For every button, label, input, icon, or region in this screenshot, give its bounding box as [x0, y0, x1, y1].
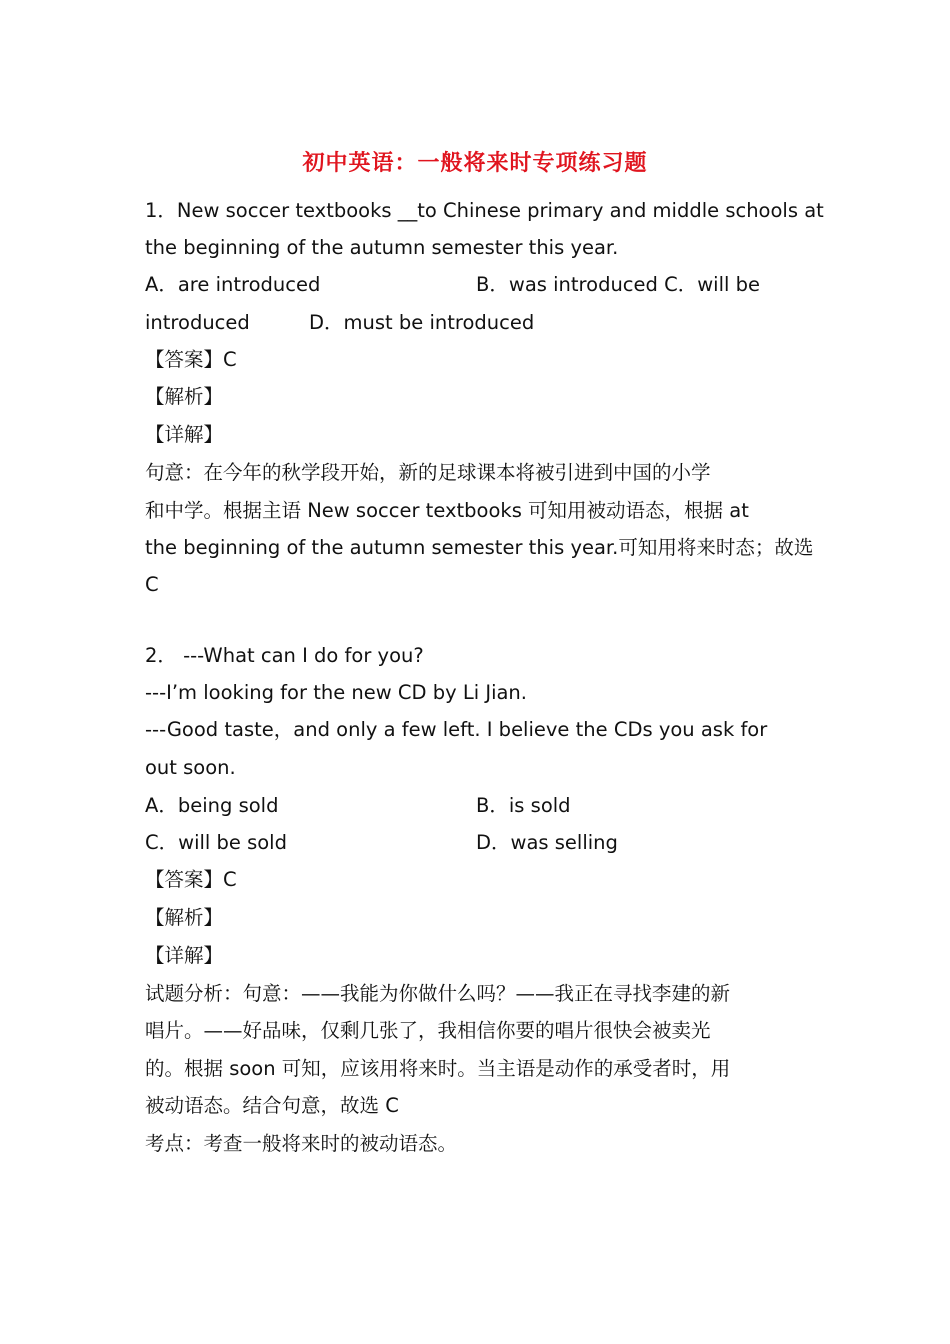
- q1-option-a: A．are introduced: [145, 273, 321, 296]
- q1-explanation-line-4: C: [145, 573, 159, 596]
- q1-detail-label: 【详解】: [145, 423, 224, 446]
- q2-stem-line-2: ---I’m looking for the new CD by Li Jian.: [145, 681, 527, 704]
- q2-analysis-label: 【解析】: [145, 906, 224, 929]
- q2-explanation-line-1: 试题分析：句意：——我能为你做什么吗？——我正在寻找李建的新: [145, 982, 731, 1005]
- q2-explanation-line-2: 唱片。——好品味，仅剩几张了，我相信你要的唱片很快会被卖光: [145, 1019, 711, 1042]
- q2-detail-label: 【详解】: [145, 944, 224, 967]
- q1-stem-line-1: 1．New soccer textbooks __to Chinese primary and middle schools at: [145, 199, 824, 222]
- q1-option-c-continued: introduced: [145, 311, 250, 334]
- q2-option-a: A．being sold: [145, 794, 279, 817]
- page-title: 初中英语：一般将来时专项练习题: [302, 150, 648, 176]
- q2-answer: 【答案】C: [145, 868, 237, 891]
- q2-option-c: C．will be sold: [145, 831, 287, 854]
- q1-explanation-line-2: 和中学。根据主语 New soccer textbooks 可知用被动语态，根据 at: [145, 499, 749, 522]
- q2-stem-line-3: ---Good taste，and only a few left. I believe the CDs you ask for: [145, 718, 768, 741]
- q2-option-b: B．is sold: [476, 794, 571, 817]
- q2-stem-line-1: 2． ---What can I do for you?: [145, 644, 424, 667]
- q2-option-d: D．was selling: [476, 831, 618, 854]
- q2-stem-line-4: out soon.: [145, 756, 236, 779]
- q1-stem-line-2: the beginning of the autumn semester this year.: [145, 236, 619, 259]
- q1-explanation-line-1: 句意：在今年的秋学段开始，新的足球课本将被引进到中国的小学: [145, 461, 711, 484]
- q1-analysis-label: 【解析】: [145, 385, 224, 408]
- q2-explanation-line-3: 的。根据 soon 可知，应该用将来时。当主语是动作的承受者时，用: [145, 1057, 731, 1080]
- q1-option-b-c: B．was introduced C．will be: [476, 273, 760, 296]
- q1-answer: 【答案】C: [145, 348, 237, 371]
- q2-explanation-line-4: 被动语态。结合句意，故选 C: [145, 1094, 399, 1117]
- q1-option-d: D．must be introduced: [309, 311, 535, 334]
- q2-knowledge-point: 考点：考查一般将来时的被动语态。: [145, 1132, 458, 1155]
- q1-explanation-line-3: the beginning of the autumn semester this year.可知用将来时态；故选: [145, 536, 814, 559]
